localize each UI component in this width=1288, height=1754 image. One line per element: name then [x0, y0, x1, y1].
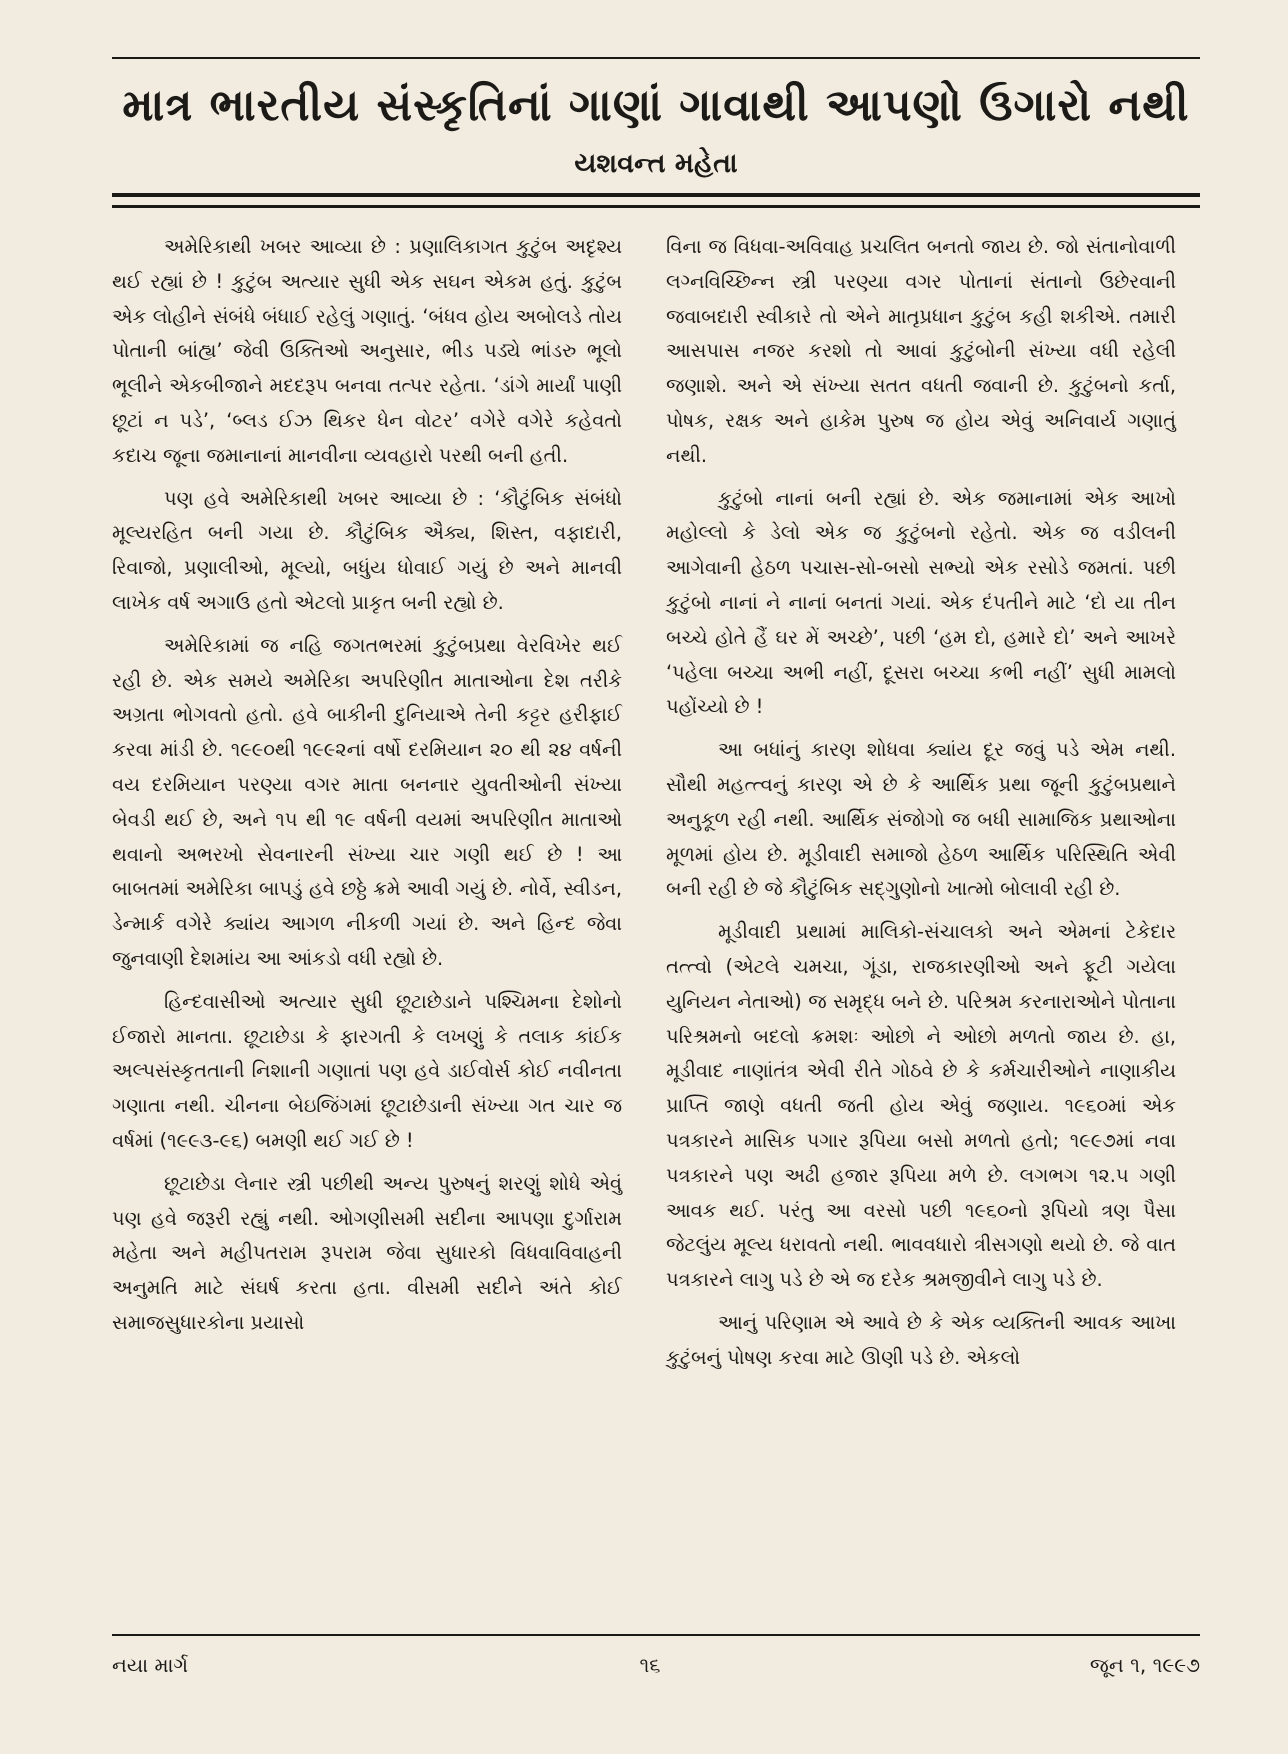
paragraph: અમેરિકામાં જ નહિ જગતભરમાં કુટુંબપ્રથા વેરવિખેર થઈ રહી છે. એક સમયે અમેરિકા અપરિણીત માતાઓના દેશ તરીકે અગ્રતા ભોગવતો હતો. હવે બાકીની દુનિયાએ તેની કટ્ટર હરીફાઈ કરવા માંડી છે. ૧૯૯૦થી ૧૯૯૨નાં વર્ષો દરમિયાન ૨૦ થી ૨૪ વર્ષની વય દરમિયાન પરણ્યા વગર માતા બનનાર યુવતીઓની સંખ્યા બેવડી થઈ છે, અને ૧૫ થી ૧૯ વર્ષની વયમાં અપરિણીત માતાઓ થવાનો અભરખો સેવનારની સંખ્યા ચાર ગણી થઈ છે ! આ બાબતમાં અમેરિકા બાપડું હવે છઠ્ઠે ક્રમે આવી ગયું છે. નોર્વે, સ્વીડન, ડેન્માર્ક વગેરે ક્યાંય આગળ નીકળી ગયાં છે. અને હિન્દ જેવા જુનવાણી દેશમાંય આ આંકડો વધી રહ્યો છે. — [112, 633, 622, 970]
footer-date: જૂન ૧, ૧૯૯૭ — [1089, 1653, 1200, 1677]
article-title: માત્ર ભારતીય સંસ્કૃતિનાં ગાણાં ગાવાથી આપણો ઉગારો નથી — [122, 80, 1190, 131]
paragraph: છૂટાછેડા લેનાર સ્ત્રી પછીથી અન્ય પુરુષનું શરણું શોધે એવું પણ હવે જરૂરી રહ્યું નથી. ઓગણીસમી સદીના આપણા દુર્ગારામ મહેતા અને મહીપતરામ રૂપરામ જેવા સુધારકો વિધવાવિવાહની અનુમતિ માટે સંઘર્ષ કરતા હતા. વીસમી સદીને અંતે કોઈ સમાજસુધારકોના પ્રયાસો — [112, 1171, 622, 1334]
header-rule-thick — [112, 193, 1200, 197]
paragraph: આ બધાંનું કારણ શોધવા ક્યાંય દૂર જવું પડે એમ નથી. સૌથી મહત્ત્વનું કારણ એ છે કે આર્થિક પ્રથા જૂની કુટુંબપ્રથાને અનુકૂળ રહી નથી. આર્થિક સંજોગો જ બધી સામાજિક પ્રથાઓના મૂળમાં હોય છે. મૂડીવાદી સમાજો હેઠળ આર્થિક પરિસ્થિતિ એવી બની રહી છે જે કૌટુંબિક સદ્‌ગુણોનો ખાત્મો બોલાવી રહી છે. — [666, 738, 1176, 901]
left-column — [112, 230, 622, 1349]
footer-rule — [112, 1634, 1200, 1636]
paragraph: કુટુંબો નાનાં બની રહ્યાં છે. એક જમાનામાં એક આખો મહોલ્લો કે ડેલો એક જ કુટુંબનો રહેતો. એક જ વડીલની આગેવાની હેઠળ પચાસ-સો-બસો સભ્યો એક રસોડે જમતાં. પછી કુટુંબો નાનાં ને નાનાં બનતાં ગયાં. એક દંપતીને માટે ‘દો યા તીન બચ્ચે હોતે હૈં ઘર મેં અચ્છે’, પછી ‘હમ દો, હમારે દો’ અને આખરે ‘પહેલા બચ્ચા અભી નહીં, દૂસરા બચ્ચા કભી નહીં’ સુધી મામલો પહોંચ્યો છે ! — [666, 486, 1176, 719]
paragraph: અમેરિકાથી ખબર આવ્યા છે : પ્રણાલિકાગત કુટુંબ અદૃશ્ય થઈ રહ્યાં છે ! કુટુંબ અત્યાર સુધી એક સઘન એકમ હતું. કુટુંબ એક લોહીને સંબંધે બંધાઈ રહેલું ગણાતું. ‘બંધવ હોય અબોલડે તોય પોતાની બાંહ્ય’ જેવી ઉક્તિઓ અનુસાર, ભીડ પડ્યે ભાંડરુ ભૂલો ભૂલીને એકબીજાને મદદરૂપ બનવા તત્પર રહેતા. ‘ડાંગે માર્યાં પાણી છૂટાં ન પડે’, ‘બ્લડ ઈઝ થિકર ધેન વોટર’ વગેરે વગેરે કહેવતો કદાચ જૂના જમાનાનાં માનવીના વ્યવહારો પરથી બની હતી. — [112, 235, 622, 467]
paragraph: વિના જ વિધવા-અવિવાહ પ્રચલિત બનતો જાય છે. જો સંતાનોવાળી લગ્નવિચ્છિન્ન સ્ત્રી પરણ્યા વગર પોતાનાં સંતાનો ઉછેરવાની જવાબદારી સ્વીકારે તો એને માતૃપ્રધાન કુટુંબ કહી શકીએ. તમારી આસપાસ નજર કરશો તો આવાં કુટુંબોની સંખ્યા વધી રહેલી જણાશે. અને એ સંખ્યા સતત વધતી જવાની છે. કુટુંબનો કર્તા, પોષક, રક્ષક અને હાકેમ પુરુષ જ હોય એવું અનિવાર્ય ગણાતું નથી. — [666, 235, 1176, 467]
paragraph: હિન્દવાસીઓ અત્યાર સુધી છૂટાછેડાને પશ્ચિમના દેશોનો ઈજારો માનતા. છૂટાછેડા કે ફારગતી કે લખણું કે તલાક કાંઈક અલ્પસંસ્કૃતતાની નિશાની ગણાતાં પણ હવે ડાઈવોર્સ કોઈ નવીનતા ગણાતા નથી. ચીનના બેઇજિંગમાં છૂટાછેડાની સંખ્યા ગત ચાર જ વર્ષમાં (૧૯૯૩-૯૬) બમણી થઈ ગઈ છે ! — [112, 989, 622, 1152]
top-rule — [112, 57, 1200, 59]
paragraph: આનું પરિણામ એ આવે છે કે એક વ્યક્તિની આવક આખા કુટુંબનું પોષણ કરવા માટે ઊણી પડે છે. એકલો — [666, 1310, 1176, 1369]
footer-page-number: ૧૬ — [639, 1653, 661, 1677]
footer-publication: નયા માર્ગ — [112, 1653, 189, 1677]
paragraph: પણ હવે અમેરિકાથી ખબર આવ્યા છે : ‘કૌટુંબિક સંબંધો મૂલ્યરહિત બની ગયા છે. કૌટુંબિક ઐક્ય, શિસ્ત, વફાદારી, રિવાજો, પ્રણાલીઓ, મૂલ્યો, બધુંય ધોવાઈ ગયું છે અને માનવી લાખેક વર્ષ અગાઉ હતો એટલો પ્રાકૃત બની રહ્યો છે. — [112, 486, 622, 614]
article-author: યશવન્ત મહેતા — [574, 148, 738, 179]
right-column — [666, 230, 1176, 1384]
header-rule-thin — [112, 205, 1200, 208]
paragraph: મૂડીવાદી પ્રથામાં માલિકો-સંચાલકો અને એમનાં ટેકેદાર તત્ત્વો (એટલે ચમચા, ગૂંડા, રાજકારણીઓ અને ફૂટી ગયેલા યુનિયન નેતાઓ) જ સમૃદ્ધ બને છે. પરિશ્રમ કરનારાઓને પોતાના પરિશ્રમનો બદલો ક્રમશઃ ઓછો ને ઓછો મળતો જાય છે. હા, મૂડીવાદ નાણાંતંત્ર એવી રીતે ગોઠવે છે કે કર્મચારીઓને નાણાકીય પ્રાપ્તિ જાણે વધતી જતી હોય એવું જણાય. ૧૯૬૦માં એક પત્રકારને માસિક પગાર રૂપિયા બસો મળતો હતો; ૧૯૯૭માં નવા પત્રકારને પણ અઢી હજાર રૂપિયા મળે છે. લગભગ ૧૨.૫ ગણી આવક થઈ. પરંતુ આ વરસો પછી ૧૯૬૦નો રૂપિયો ત્રણ પૈસા જેટલુંય મૂલ્ય ધરાવતો નથી. ભાવવધારો ત્રીસગણો થયો છે. જે વાત પત્રકારને લાગુ પડે છે એ જ દરેક શ્રમજીવીને લાગુ પડે છે. — [666, 920, 1176, 1292]
